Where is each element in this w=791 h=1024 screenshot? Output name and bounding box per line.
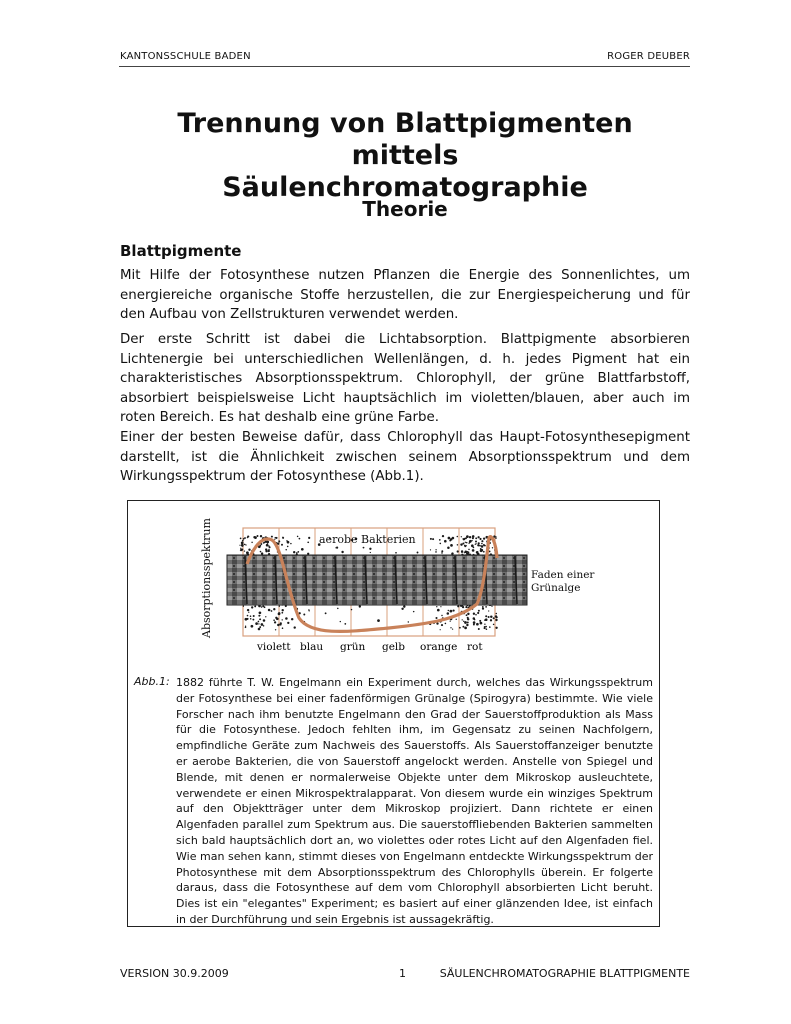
- bacterium-dot: [261, 552, 263, 554]
- bacterium-dot: [307, 541, 309, 543]
- bacterium-dot: [260, 535, 262, 537]
- bacterium-dot: [290, 543, 291, 544]
- bacterium-dot: [363, 547, 365, 549]
- bacterium-dot: [448, 537, 451, 540]
- paragraph-3: Einer der besten Beweise dafür, dass Chlorophyll das Haupt-Fotosynthesepigment darstellt, ist die Ähnlichkeit zwischen seinem Absorptionsspektrum und dem Wirkungsspektrum der Fotosynthese (Abb.1).: [120, 430, 690, 484]
- bacterium-dot: [430, 538, 432, 540]
- bacterium-dot: [430, 549, 431, 550]
- bacterium-dot: [483, 551, 485, 553]
- bacterium-dot: [370, 552, 371, 553]
- bacterium-dot: [474, 619, 476, 621]
- bacterium-dot: [413, 611, 414, 612]
- bacterium-dot: [247, 536, 249, 538]
- bacterium-dot: [440, 606, 441, 607]
- bacterium-dot: [483, 544, 485, 546]
- bacterium-dot: [469, 536, 471, 538]
- bacterium-dot: [448, 610, 449, 611]
- bacterium-dot: [254, 605, 256, 607]
- bacterium-dot: [260, 545, 262, 547]
- bacterium-dot: [261, 623, 264, 626]
- page-title: [120, 108, 690, 204]
- bacterium-dot: [287, 546, 289, 548]
- bacterium-dot: [442, 535, 444, 537]
- bacterium-dot: [403, 605, 405, 607]
- bacterium-dot: [285, 617, 288, 620]
- bacterium-dot: [486, 628, 488, 630]
- bacterium-dot: [282, 627, 284, 629]
- bacterium-dot: [465, 542, 466, 543]
- bacterium-dot: [479, 545, 481, 547]
- bacterium-dot: [250, 618, 252, 620]
- bacterium-dot: [248, 549, 250, 551]
- bacterium-dot: [479, 538, 481, 540]
- bacterium-dot: [247, 609, 249, 611]
- bacterium-dot: [495, 619, 497, 621]
- bacterium-dot: [246, 551, 249, 554]
- label-aerobe-bakterien: aerobe Bakterien: [319, 533, 416, 546]
- bacterium-dot: [351, 609, 352, 610]
- bacterium-dot: [481, 545, 484, 548]
- bacterium-dot: [440, 629, 441, 630]
- bacterium-dot: [308, 537, 310, 539]
- bacterium-dot: [462, 619, 463, 620]
- bacterium-dot: [447, 546, 450, 549]
- bacterium-dot: [471, 540, 472, 541]
- bacterium-dot: [465, 545, 466, 546]
- bacterium-dot: [453, 610, 455, 612]
- bacterium-dot: [244, 537, 246, 539]
- bacterium-dot: [263, 542, 265, 544]
- bacterium-dot: [245, 626, 247, 628]
- bacterium-dot: [485, 615, 487, 617]
- bacterium-dot: [466, 614, 468, 616]
- bacterium-dot: [273, 619, 275, 621]
- header-left: KANTONSSCHULE BADEN: [120, 51, 251, 62]
- bacterium-dot: [245, 625, 246, 626]
- bacterium-dot: [469, 540, 472, 543]
- bacterium-dot: [253, 615, 255, 617]
- bacterium-dot: [490, 615, 492, 617]
- bacterium-dot: [472, 549, 475, 552]
- bacterium-dot: [478, 628, 480, 630]
- bacterium-dot: [266, 544, 269, 547]
- label-alga-line2: Grünalge: [531, 582, 581, 594]
- bacterium-dot: [244, 544, 246, 546]
- bacterium-dot: [244, 550, 245, 551]
- bacterium-dot: [258, 623, 259, 624]
- bacterium-dot: [459, 627, 461, 629]
- bacterium-dot: [307, 553, 309, 555]
- bacterium-dot: [242, 540, 244, 542]
- bacterium-dot: [472, 537, 474, 539]
- section-heading: Blattpigmente: [120, 242, 242, 260]
- color-label-blau: blau: [300, 641, 324, 653]
- bacterium-dot: [462, 626, 464, 628]
- bacterium-dot: [468, 549, 470, 551]
- bacterium-dot: [445, 623, 447, 625]
- bacterium-dot: [462, 606, 464, 608]
- bacterium-dot: [279, 623, 281, 625]
- bacterium-dot: [258, 621, 260, 623]
- bacterium-dot: [261, 606, 263, 608]
- bacterium-dot: [475, 614, 477, 616]
- bacterium-dot: [278, 612, 280, 614]
- bacterium-dot: [464, 552, 465, 553]
- bacterium-dot: [467, 618, 469, 620]
- bacterium-dot: [336, 546, 338, 548]
- bacterium-dot: [450, 610, 453, 613]
- bacterium-dot: [282, 609, 284, 611]
- color-label-gelb: gelb: [382, 641, 406, 653]
- bacterium-dot: [265, 616, 266, 617]
- bacterium-dot: [492, 547, 493, 548]
- page-subtitle: Theorie: [362, 197, 448, 221]
- bacterium-dot: [452, 628, 453, 629]
- bacterium-dot: [275, 629, 276, 630]
- bacterium-dot: [488, 616, 490, 618]
- color-label-orange: orange: [420, 641, 458, 653]
- bacterium-dot: [451, 553, 453, 555]
- bacterium-dot: [481, 540, 483, 542]
- bacterium-dot: [251, 625, 254, 628]
- bacterium-dot: [482, 608, 484, 610]
- bacterium-dot: [457, 544, 458, 545]
- bacterium-dot: [475, 540, 477, 542]
- bacterium-dot: [496, 613, 498, 615]
- bacterium-dot: [473, 547, 475, 549]
- bacterium-dot: [478, 542, 480, 544]
- bacterium-dot: [337, 608, 339, 610]
- bacterium-dot: [309, 610, 310, 611]
- bacterium-dot: [282, 537, 283, 538]
- bacterium-dot: [435, 551, 437, 553]
- bacterium-dot: [472, 535, 475, 538]
- bacterium-dot: [359, 605, 361, 607]
- bacterium-dot: [467, 613, 469, 615]
- page-title-line2: Säulenchromatographie: [222, 172, 588, 203]
- footer-page-number: 1: [399, 967, 406, 980]
- bacterium-dot: [484, 626, 486, 628]
- bacterium-dot: [475, 544, 476, 545]
- page-title-line1: Trennung von Blattpigmenten mittels: [177, 108, 633, 171]
- bacterium-dot: [303, 614, 305, 616]
- bacterium-dot: [291, 618, 293, 620]
- bacterium-dot: [286, 540, 287, 541]
- label-absorptionsspektrum: Absorptionsspektrum: [200, 518, 213, 638]
- bacterium-dot: [344, 623, 346, 625]
- bacterium-dot: [450, 627, 451, 628]
- bacterium-dot: [401, 608, 403, 610]
- bacterium-dot: [259, 615, 260, 616]
- bacterium-dot: [441, 552, 443, 554]
- footer-doc-title: SÄULENCHROMATOGRAPHIE BLATTPIGMENTE: [439, 967, 690, 980]
- bacterium-dot: [268, 549, 269, 550]
- bacterium-dot: [340, 621, 341, 622]
- bacterium-dot: [281, 544, 283, 546]
- bacterium-dot: [447, 612, 450, 615]
- header-rule: [119, 66, 690, 67]
- bacterium-dot: [485, 606, 487, 608]
- bacterium-dot: [239, 545, 240, 546]
- bacterium-dot: [268, 609, 271, 612]
- bacterium-dot: [276, 617, 279, 620]
- bacterium-dot: [436, 606, 437, 607]
- header-right: ROGER DEUBER: [607, 51, 690, 62]
- bacterium-dot: [493, 624, 495, 626]
- bacterium-dot: [482, 606, 484, 608]
- bacterium-dot: [266, 541, 269, 544]
- bacterium-dot: [262, 605, 264, 607]
- bacterium-dot: [495, 627, 497, 629]
- bacterium-dot: [287, 622, 289, 624]
- bacterium-dot: [240, 548, 241, 549]
- bacterium-dot: [456, 619, 457, 620]
- bacterium-dot: [480, 622, 483, 625]
- bacterium-dot: [255, 622, 258, 625]
- bacterium-dot: [250, 615, 252, 617]
- bacterium-dot: [441, 615, 442, 616]
- bacterium-dot: [274, 621, 276, 623]
- bacterium-dot: [241, 545, 243, 547]
- bacterium-dot: [278, 541, 280, 543]
- bacterium-dot: [457, 605, 459, 607]
- bacterium-dot: [481, 543, 483, 545]
- bacterium-dot: [408, 621, 409, 622]
- bacterium-dot: [462, 542, 464, 544]
- bacterium-dot: [477, 536, 479, 538]
- bacterium-dot: [465, 537, 467, 539]
- bacterium-dot: [485, 618, 488, 621]
- bacterium-dot: [260, 551, 262, 553]
- footer-version: VERSION 30.9.2009: [120, 967, 229, 980]
- bacterium-dot: [473, 621, 476, 624]
- bacterium-dot: [490, 619, 492, 621]
- bacterium-dot: [248, 612, 249, 613]
- color-label-rot: rot: [467, 641, 483, 653]
- bacterium-dot: [477, 544, 479, 546]
- bacterium-dot: [279, 605, 280, 606]
- bacterium-dot: [297, 536, 299, 538]
- bacterium-dot: [241, 542, 244, 545]
- caption-label: Abb.1:: [134, 675, 170, 688]
- bacterium-dot: [466, 624, 468, 626]
- bacterium-dot: [467, 551, 469, 553]
- bacterium-dot: [432, 538, 434, 540]
- bacterium-dot: [259, 618, 261, 620]
- bacterium-dot: [485, 626, 487, 628]
- bacterium-dot: [479, 620, 481, 622]
- bacterium-dot: [377, 619, 380, 622]
- bacterium-dot: [435, 617, 437, 619]
- bacterium-dot: [496, 616, 498, 618]
- bacterium-dot: [450, 538, 453, 541]
- bacterium-dot: [464, 627, 467, 630]
- bacterium-dot: [301, 548, 304, 551]
- bacterium-dot: [258, 628, 261, 631]
- bacterium-dot: [243, 606, 244, 607]
- color-labels: [256, 641, 483, 653]
- bacterium-dot: [478, 610, 480, 612]
- bacterium-dot: [476, 623, 479, 626]
- label-alga-line1: Faden einer: [531, 569, 595, 581]
- bacterium-dot: [251, 542, 252, 543]
- bacterium-dot: [491, 606, 492, 607]
- bacterium-dot: [488, 610, 489, 611]
- bacterium-dot: [463, 621, 464, 622]
- bacterium-dot: [450, 544, 453, 547]
- paragraph-1: Mit Hilfe der Fotosynthese nutzen Pflanzen die Energie des Sonnenlichtes, um energiereiche organische Stoffe herzustellen, die zur Energiespeicherung und für den Aufbau von Zellstrukturen verwendet werden.: [120, 268, 690, 322]
- bacterium-dot: [263, 619, 266, 622]
- bacterium-dot: [495, 537, 496, 538]
- bacterium-dot: [251, 606, 253, 608]
- bacterium-dot: [493, 617, 495, 619]
- bacterium-dot: [441, 624, 443, 626]
- bacterium-dot: [464, 621, 467, 624]
- bacterium-dot: [483, 537, 485, 539]
- bacterium-dot: [435, 549, 436, 550]
- bacterium-dot: [253, 536, 255, 538]
- bacterium-dot: [473, 613, 475, 615]
- bacterium-dot: [275, 537, 277, 539]
- bacterium-dot: [463, 538, 465, 540]
- bacterium-dot: [417, 552, 419, 554]
- bacterium-dot: [271, 536, 273, 538]
- bacterium-dot: [273, 608, 275, 610]
- bacterium-dot: [240, 549, 242, 551]
- bacterium-dot: [460, 543, 462, 545]
- bacterium-dot: [269, 546, 271, 548]
- bacterium-dot: [271, 610, 273, 612]
- bacterium-dot: [484, 623, 485, 624]
- bacterium-dot: [457, 536, 459, 538]
- bacterium-dot: [246, 618, 248, 620]
- paragraph-2: Der erste Schritt ist dabei die Lichtabsorption. Blattpigmente absorbieren Lichtenergie bei unterschiedlichen Wellenlängen, d. h. jedes Pigment hat ein charakteristisches Absorptionsspektrum. Chlorophyll, der grüne Blattfarbstoff, absorbiert beispielsweise Licht hauptsächlich im violetten/blauen, aber auch im roten Bereich. Es hat deshalb eine grüne Farbe.: [120, 332, 690, 425]
- bacterium-dot: [444, 540, 447, 543]
- bacterium-dot: [441, 550, 443, 552]
- bacterium-dot: [281, 612, 283, 614]
- bacterium-dot: [450, 620, 451, 621]
- bacterium-dot: [467, 621, 469, 623]
- bacterium-dot: [480, 549, 483, 552]
- bacterium-dot: [341, 551, 343, 553]
- bacterium-dot: [277, 624, 279, 626]
- bacterium-dot: [465, 606, 467, 608]
- bacterium-dot: [263, 625, 264, 626]
- bacterium-dot: [495, 536, 496, 537]
- bacterium-dot: [457, 550, 459, 552]
- bacterium-dot: [274, 539, 275, 540]
- engelmann-figure: [127, 500, 660, 670]
- bacterium-dot: [437, 609, 440, 612]
- bacterium-dot: [439, 543, 441, 545]
- bacterium-dot: [282, 619, 283, 620]
- bacterium-dot: [265, 548, 267, 550]
- bacterium-dot: [325, 612, 327, 614]
- bacterium-dot: [252, 619, 254, 621]
- bacterium-dot: [395, 552, 397, 554]
- caption-text: 1882 führte T. W. Engelmann ein Experiment durch, welches das Wirkungsspektrum der Fotosynthese bei einer fadenförmigen Grünalge (Spirogyra) bestimmte. Wie viele Forscher nach ihm benutzte Engelmann den Grad der Sauerstoffproduktion als Mass für die Fotosynthese. Jedoch fehlten ihm, im Gegensatz zu seinen Nachfolgern, empfindliche Geräte zum Nachweis des Sauerstoffs. Als Sauerstoffanzeiger benutzte er aerobe Bakterien, die von Sauerstoff angelockt werden. Anstelle von Spiegel und Blende, mit denen er normalerweise Objekte unter dem Mikroskop ausleuchtete, verwendete er einen Mikrospektralapparat. Von diesem wurde ein winziges Spektrum auf den Objektträger unter dem Mikroskop projiziert. Dann richtete er einen Algenfaden parallel zum Spektrum aus. Die sauerstoffliebenden Bakterien sammelten sich bald hauptsächlich dort an, wo violettes oder rotes Licht auf den Algenfaden fiel. Wie man sehen kann, stimmt dieses von Engelmann entdeckte Wirkungsspektrum der Photosynthese mit dem Absorptionsspektrum des Chlorophylls überein. Er folgerte daraus, dass die Fotosynthese auf dem vom Chlorophyll absorbierten Licht beruht. Dies ist ein "elegantes" Experiment; es basiert auf einer glänzenden Idee, ist einfach in der Durchführung und sein Ergebnis ist aussagekräftig.: [176, 676, 653, 926]
- bacterium-dot: [240, 538, 242, 540]
- bacterium-dot: [466, 542, 468, 544]
- bacterium-dot: [439, 539, 441, 541]
- bacterium-dot: [299, 538, 301, 540]
- bacterium-dot: [369, 548, 371, 550]
- bacterium-dot: [245, 544, 246, 545]
- bacterium-dot: [293, 551, 295, 553]
- bacterium-dot: [247, 615, 249, 617]
- bacterium-dot: [285, 549, 286, 550]
- bacterium-dot: [259, 611, 262, 614]
- bacterium-dot: [294, 626, 296, 628]
- bacterium-dot: [477, 612, 479, 614]
- color-label-gruen: grün: [340, 641, 366, 653]
- bacterium-dot: [461, 536, 462, 537]
- bacterium-dot: [297, 551, 299, 553]
- bacterium-dot: [475, 537, 477, 539]
- color-label-violett: violett: [257, 641, 291, 653]
- bacterium-dot: [257, 535, 259, 537]
- bacterium-dot: [461, 552, 463, 554]
- bacterium-dot: [489, 626, 491, 628]
